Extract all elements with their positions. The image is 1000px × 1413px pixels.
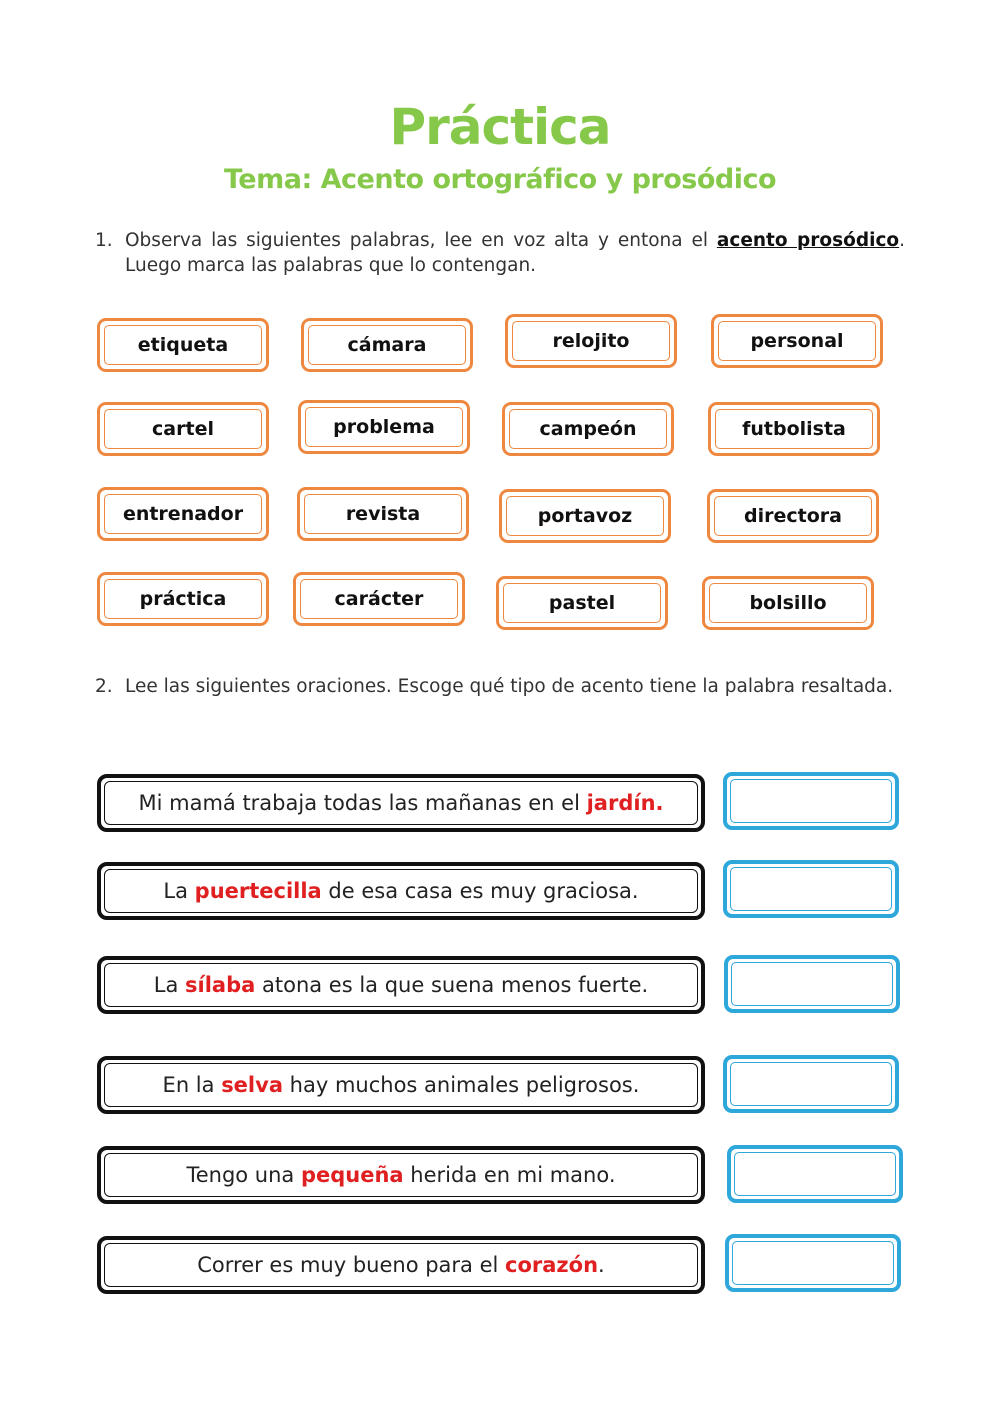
exercise-1-text [125, 228, 905, 278]
word-box[interactable] [711, 314, 883, 368]
page-subtitle: Tema: Acento ortográfico y prosódico [223, 164, 777, 195]
word-label: problema [333, 416, 435, 438]
word-label: cartel [152, 418, 214, 440]
sentence-box [97, 774, 705, 832]
word-box[interactable] [708, 402, 880, 456]
word-label: personal [750, 330, 844, 352]
sentence-box [97, 1056, 705, 1114]
word-box[interactable] [505, 314, 677, 368]
word-label: relojito [552, 330, 630, 352]
exercise-2-number: 2. [95, 676, 113, 697]
word-box[interactable] [707, 489, 879, 543]
word-box[interactable] [298, 400, 470, 454]
highlighted-word: sílaba [185, 973, 256, 997]
sentence-before: La [153, 973, 186, 997]
sentence-box [97, 862, 705, 920]
exercise-2-instructions [95, 674, 905, 699]
word-box[interactable] [97, 402, 269, 456]
page-title: Práctica [389, 98, 611, 156]
sentence-text [101, 1060, 701, 1110]
exercise-1-text-after: . Luego marca las palabras que lo contengan. [125, 230, 906, 276]
word-box[interactable] [97, 318, 269, 372]
highlighted-word: selva [221, 1073, 283, 1097]
word-label: pastel [548, 592, 616, 614]
word-box[interactable] [502, 402, 674, 456]
sentence-box [97, 1236, 705, 1294]
word-box[interactable] [496, 576, 668, 630]
sentence-text [101, 1150, 701, 1200]
word-label: carácter [334, 588, 424, 610]
answer-box[interactable] [724, 955, 900, 1013]
sentence-text [101, 960, 701, 1010]
word-box[interactable] [293, 572, 465, 626]
sentence-before: Tengo una [186, 1163, 301, 1187]
sentence-text [101, 778, 701, 828]
sentence-before: En la [162, 1073, 222, 1097]
exercise-1-keyword: acento prosódico [716, 230, 900, 251]
sentence-text [101, 1240, 701, 1290]
word-box[interactable] [301, 318, 473, 372]
sentence-text [101, 866, 701, 916]
highlighted-word: pequeña [300, 1163, 404, 1187]
answer-box[interactable] [723, 860, 899, 918]
word-label: futbolista [742, 418, 846, 440]
exercise-2-text: Lee las siguientes oraciones. Escoge qué tipo de acento tiene la palabra resaltada. [125, 676, 894, 697]
word-box[interactable] [499, 489, 671, 543]
sentence-before: Correr es muy bueno para el [197, 1253, 506, 1277]
sentence-after: hay muchos animales peligrosos. [283, 1073, 640, 1097]
answer-box[interactable] [723, 1055, 899, 1113]
sentence-box [97, 956, 705, 1014]
word-label: etiqueta [137, 334, 229, 356]
word-box[interactable] [97, 572, 269, 626]
word-label: directora [744, 505, 842, 527]
word-box[interactable] [702, 576, 874, 630]
word-label: cámara [347, 334, 427, 356]
sentence-box [97, 1146, 705, 1204]
word-label: bolsillo [749, 592, 827, 614]
answer-box[interactable] [727, 1145, 903, 1203]
word-label: revista [345, 503, 421, 525]
sentence-after: . [598, 1253, 605, 1277]
word-label: práctica [139, 588, 227, 610]
sentence-after: de esa casa es muy graciosa. [321, 879, 639, 903]
sentence-after: atona es la que suena menos fuerte. [255, 973, 649, 997]
exercise-1-number: 1. [95, 230, 113, 251]
highlighted-word: corazón [505, 1253, 599, 1277]
exercise-1-instructions [95, 228, 905, 278]
word-label: portavoz [537, 505, 633, 527]
word-box[interactable] [297, 487, 469, 541]
word-label: entrenador [122, 503, 244, 525]
exercise-1-text-before: Observa las siguientes palabras, lee en voz alta y entona el [125, 230, 717, 251]
word-label: campeón [539, 418, 637, 440]
word-box[interactable] [97, 487, 269, 541]
sentence-before: Mi mamá trabaja todas las mañanas en el [138, 791, 587, 815]
answer-box[interactable] [723, 772, 899, 830]
answer-box[interactable] [725, 1234, 901, 1292]
highlighted-word: jardín. [586, 791, 664, 815]
sentence-before: La [163, 879, 195, 903]
sentence-after: herida en mi mano. [403, 1163, 616, 1187]
highlighted-word: puertecilla [194, 879, 322, 903]
